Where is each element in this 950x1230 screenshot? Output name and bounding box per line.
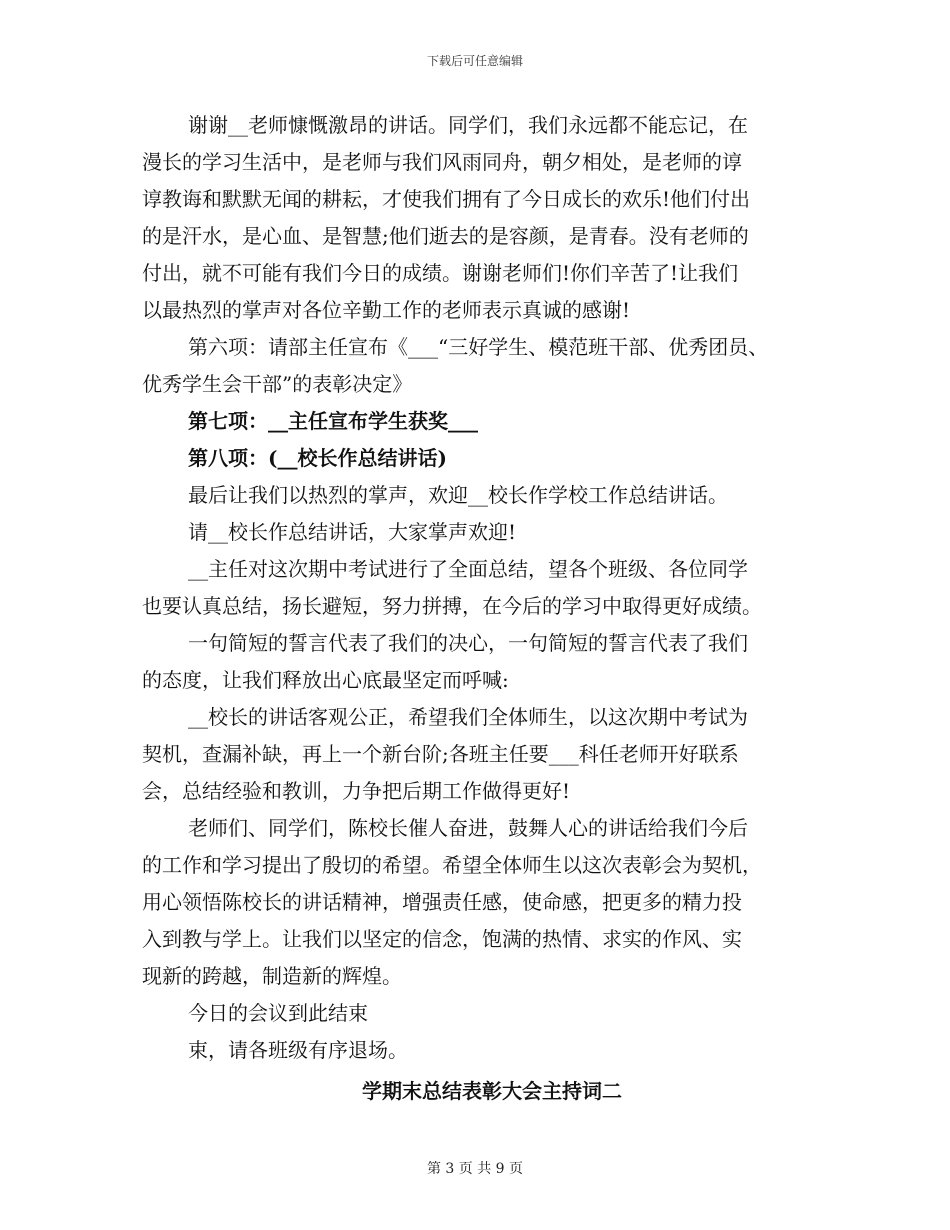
text-line: 的工作和学习提出了殷切的希望。希望全体师生以这次表彰会为契机， — [142, 853, 762, 877]
text-line: 谆教诲和默默无闻的耕耘，才使我们拥有了今日成长的欢乐!他们付出 — [142, 187, 751, 211]
paragraph — [142, 699, 822, 810]
text-line: 今日的会议到此结束 — [188, 1001, 368, 1025]
text-line: 的是汗水，是心血、是智慧;他们逝去的是容颜，是青春。没有老师的 — [142, 224, 749, 248]
text-line: 第八项：(__校长作总结讲话) — [188, 446, 447, 470]
agenda-item-seven — [142, 403, 822, 440]
text-line: 入到教与学上。让我们以坚定的信念，饱满的热情、求实的作风、实 — [142, 927, 742, 951]
paragraph — [142, 551, 822, 625]
text-line: __校长的讲话客观公正，希望我们全体师生，以这次期中考试为 — [188, 705, 748, 729]
text-line: 契机，查漏补缺，再上一个新台阶;各班主任要___科任老师开好联系 — [142, 742, 739, 766]
text-line: 漫长的学习生活中，是老师与我们风雨同舟，朝夕相处，是老师的谆 — [142, 150, 742, 174]
text-line: 现新的跨越，制造新的辉煌。 — [142, 964, 402, 988]
section-title: 学期末总结表彰大会主持词二 — [362, 1079, 622, 1103]
document-body — [142, 107, 822, 1110]
text-line: 请__校长作总结讲话，大家掌声欢迎! — [188, 520, 517, 544]
page-header: 下载后可任意编辑 — [426, 54, 523, 68]
text-line: 最后让我们以热烈的掌声，欢迎__校长作学校工作总结讲话。 — [188, 483, 728, 507]
text-line: __主任对这次期中考试进行了全面总结，望各个班级、各位同学 — [188, 557, 748, 581]
text-line: 谢谢__老师慷慨激昂的讲话。同学们，我们永远都不能忘记，在 — [188, 113, 748, 137]
agenda-item-eight — [142, 440, 822, 477]
text-line: 优秀学生会干部”的表彰决定》 — [142, 372, 413, 396]
text-line: 老师们、同学们，陈校长催人奋进，鼓舞人心的讲话给我们今后 — [188, 816, 748, 840]
text-line: 也要认真总结，扬长避短，努力拼搏，在今后的学习中取得更好成绩。 — [142, 594, 762, 618]
text-line: 第六项：请部主任宣布《___“三好学生、模范班干部、优秀团员、 — [188, 335, 769, 359]
paragraph — [142, 625, 822, 699]
paragraph — [142, 514, 822, 551]
paragraph — [142, 810, 822, 995]
text-line: 束，请各班级有序退场。 — [188, 1038, 408, 1062]
paragraph — [142, 107, 822, 329]
page-number-footer: 第 3 页 共 9 页 — [426, 1161, 524, 1177]
paragraph — [142, 1032, 822, 1069]
text-line: 第七项：__主任宣布学生获奖___ — [188, 409, 478, 433]
text-line: 一句简短的誓言代表了我们的决心，一句简短的誓言代表了我们 — [188, 631, 748, 655]
text-line: 以最热烈的掌声对各位辛勤工作的老师表示真诚的感谢! — [142, 298, 631, 322]
paragraph — [142, 477, 822, 514]
text-line: 付出，就不可能有我们今日的成绩。谢谢老师们!你们辛苦了!让我们 — [142, 261, 739, 285]
text-line: 的态度，让我们释放出心底最坚定而呼喊: — [142, 668, 509, 692]
paragraph — [142, 329, 822, 403]
text-line: 用心领悟陈校长的讲话精神，增强责任感，使命感，把更多的精力投 — [142, 890, 742, 914]
paragraph — [142, 995, 822, 1032]
text-line: 会，总结经验和教训，力争把后期工作做得更好! — [142, 779, 571, 803]
